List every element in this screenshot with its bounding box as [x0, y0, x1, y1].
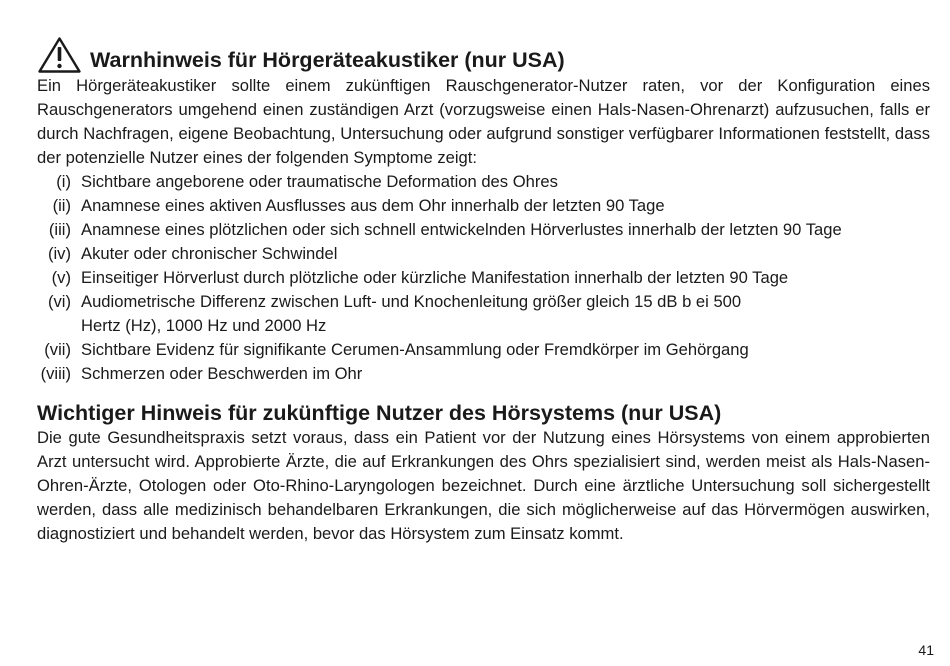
- list-item-text: Anamnese eines plötzlichen oder sich schnell entwickelnden Hörverlustes innerhalb der letzten 90 Tage: [81, 220, 842, 239]
- list-marker: (v): [51, 268, 71, 287]
- list-marker: (i): [56, 172, 71, 191]
- list-item: [37, 170, 930, 194]
- page-number: 41: [918, 642, 934, 658]
- notice-heading: Wichtiger Hinweis für zukünftige Nutzer des Hörsystems (nur USA): [37, 401, 722, 425]
- list-item-text: Einseitiger Hörverlust durch plötzliche oder kürzliche Manifestation innerhalb der letzten 90 Tage: [81, 268, 789, 287]
- list-item: [37, 194, 930, 218]
- list-item-text: Sichtbare angeborene oder traumatische Deformation des Ohres: [81, 172, 558, 191]
- notice-body: Die gute Gesundheitspraxis setzt voraus, dass ein Patient vor der Nutzung eines Hörsystems von einem approbierten Arzt untersucht wird. Approbierte Ärzte, die auf Erkrankungen des Ohrs spezialisiert sind, werden meist als Hals-Nasen-Ohren-Ärzte, Otologen oder Oto-Rhino-Laryngologen bezeichnet. Durch eine ärztliche Untersuchung soll sichergestellt werden, dass alle medizinisch behandelbaren Erkrankungen, die sich möglicherweise auf das Hörvermögen auswirken, diagnostiziert und behandelt werden, bevor das Hörsystem zum Einsatz kommt.: [37, 428, 930, 543]
- list-item: [37, 290, 930, 338]
- list-marker: (vi): [47, 292, 71, 311]
- document-page: [37, 36, 930, 546]
- list-item: [37, 338, 930, 362]
- list-marker: (ii): [52, 196, 71, 215]
- list-item: [37, 242, 930, 266]
- list-item: [37, 362, 930, 386]
- list-item-text: Anamnese eines aktiven Ausflusses aus dem Ohr innerhalb der letzten 90 Tage: [81, 196, 665, 215]
- list-marker: (viii): [40, 364, 71, 383]
- warning-triangle-icon: [37, 36, 82, 74]
- warning-title: Warnhinweis für Hörgeräteakustiker (nur USA): [90, 48, 565, 72]
- list-item-text: Audiometrische Differenz zwischen Luft- und Knochenleitung größer gleich 15 dB b ei 500 Hertz (Hz), 1000 Hz und 2000 Hz: [81, 292, 742, 335]
- list-item-text: Akuter oder chronischer Schwindel: [81, 244, 338, 263]
- list-marker: (vii): [44, 340, 71, 359]
- list-item: [37, 266, 930, 290]
- list-item: [37, 218, 930, 242]
- list-marker: (iv): [47, 244, 71, 263]
- list-marker: (iii): [48, 220, 71, 239]
- warning-intro: Ein Hörgeräteakustiker sollte einem zukünftigen Rauschgenerator-Nutzer raten, vor der Konfiguration eines Rauschgenerators umgehend einen zuständigen Arzt (vorzugsweise einen Hals-Nasen-Ohrenarzt) aufzusuchen, falls er durch Nachfragen, eigene Beobachtung, Untersuchung oder aufgrund sonstiger verfügbarer Informationen feststellt, dass der potenzielle Nutzer eines der folgenden Symptome zeigt:: [37, 76, 930, 167]
- list-item-text: Schmerzen oder Beschwerden im Ohr: [81, 364, 363, 383]
- symptom-list: [37, 170, 930, 386]
- warning-heading: [37, 36, 930, 74]
- list-item-text: Sichtbare Evidenz für signifikante Cerumen-Ansammlung oder Fremdkörper im Gehörgang: [81, 340, 749, 359]
